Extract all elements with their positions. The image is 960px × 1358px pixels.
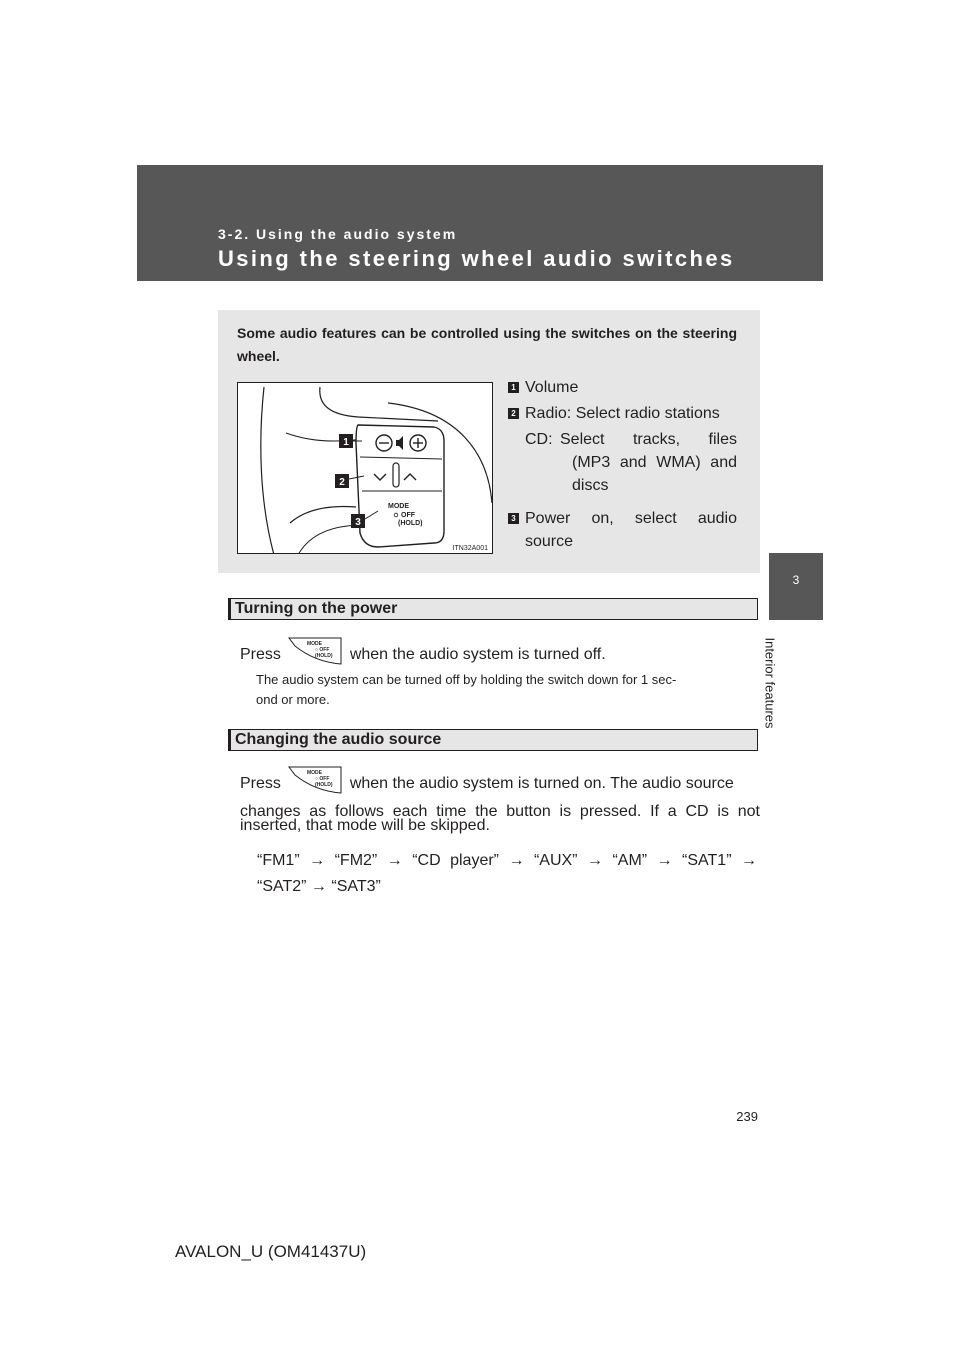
power-instruction-text: when the audio system is turned off. bbox=[349, 646, 606, 664]
svg-text:(HOLD): (HOLD) bbox=[398, 520, 423, 527]
legend-power-line2: source bbox=[525, 533, 574, 550]
section-label: 3-2. Using the audio system bbox=[218, 226, 458, 242]
legend-cd-line2: (MP3 and WMA) and bbox=[572, 454, 737, 471]
page-title: Using the steering wheel audio switches bbox=[218, 246, 735, 271]
chapter-tab-label: Interior features bbox=[762, 637, 778, 729]
power-note-line2: ond or more. bbox=[256, 692, 330, 707]
legend-item-power bbox=[508, 507, 519, 530]
steering-wheel-drawing bbox=[238, 383, 493, 554]
chapter-tab-number: 3 bbox=[792, 573, 800, 587]
svg-text:○ OFF: ○ OFF bbox=[315, 776, 330, 782]
footer-model-code: AVALON_U (OM41437U) bbox=[175, 1242, 367, 1261]
callout-number: 3 bbox=[508, 513, 519, 524]
source-instruction-line1 bbox=[240, 765, 760, 803]
svg-text:1: 1 bbox=[343, 437, 349, 448]
svg-text:(HOLD): (HOLD) bbox=[315, 782, 333, 788]
mode-switch-icon bbox=[285, 765, 345, 803]
steering-switch-illustration bbox=[237, 382, 493, 554]
source-instruction-line3: inserted, that mode will be skipped. bbox=[240, 817, 490, 834]
legend-item-volume bbox=[508, 376, 519, 399]
svg-text:2: 2 bbox=[339, 477, 345, 488]
legend-radio-text: Radio: Select radio stations bbox=[525, 405, 720, 422]
page-number: 239 bbox=[736, 1109, 758, 1124]
source-instruction-text: when the audio system is turned on. The audio source bbox=[349, 775, 734, 793]
mode-switch-icon bbox=[285, 636, 345, 674]
legend-cd-line1: Select tracks, files bbox=[560, 431, 737, 448]
power-press-label: Press bbox=[240, 646, 281, 664]
heading-changing-audio-source: Changing the audio source bbox=[228, 729, 758, 751]
source-instruction-line2: changes as follows each time the button is pressed. If a CD is not bbox=[240, 803, 760, 820]
svg-text:MODE: MODE bbox=[307, 770, 323, 776]
legend-item-radio bbox=[508, 402, 519, 425]
svg-text:ITN32A001: ITN32A001 bbox=[452, 545, 488, 552]
source-sequence-line1: “FM1” → “FM2” → “CD player” → “AUX” → “AM” → “SAT1” → bbox=[257, 852, 757, 869]
callout-number: 2 bbox=[508, 408, 519, 419]
source-press-label: Press bbox=[240, 775, 281, 793]
svg-text:3: 3 bbox=[355, 517, 361, 528]
legend-volume-text: Volume bbox=[525, 379, 579, 396]
heading-turning-on-power: Turning on the power bbox=[228, 598, 758, 620]
svg-text:OFF: OFF bbox=[401, 512, 415, 519]
power-instruction bbox=[240, 636, 760, 674]
legend-cd-line3: discs bbox=[572, 477, 609, 494]
legend-power-line1: Power on, select audio bbox=[525, 510, 737, 527]
power-note-line1: The audio system can be turned off by holding the switch down for 1 sec- bbox=[256, 672, 677, 687]
legend-cd-prefix: CD: bbox=[525, 431, 553, 448]
intro-text: Some audio features can be controlled using the switches on the steering wheel. bbox=[237, 325, 737, 364]
source-sequence-line2: “SAT2” → “SAT3” bbox=[257, 878, 381, 895]
svg-text:(HOLD): (HOLD) bbox=[315, 653, 333, 659]
svg-text:MODE: MODE bbox=[388, 503, 409, 510]
callout-number: 1 bbox=[508, 382, 519, 393]
svg-text:○ OFF: ○ OFF bbox=[315, 647, 330, 653]
svg-text:MODE: MODE bbox=[307, 641, 323, 647]
